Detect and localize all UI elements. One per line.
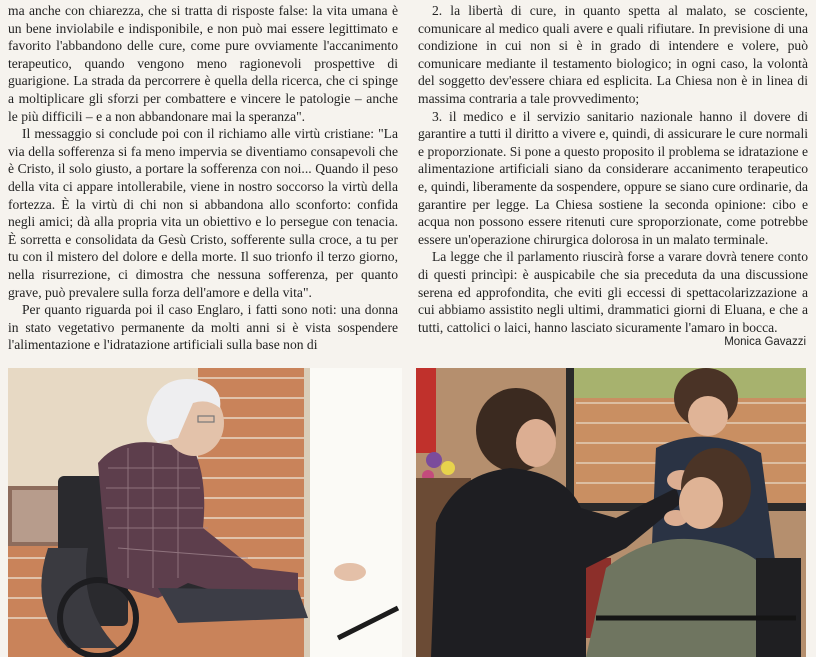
paragraph: 2. la libertà di cure, in quanto spetta al malato, se cosciente, comunicare al medico quali avere e quali rifiutare. In previsione di una condizione in cui non si è in grado di intendere e volere, può comunicare mediante il testamento biologico; in ogni caso, la volontà del soggetto dev'essere chiara ed esplicita. La Chiesa non è in linea di massima contraria a tale provvedimento; (418, 3, 808, 106)
paragraph: Per quanto riguarda poi il caso Englaro, i fatti sono noti: una donna in stato vegetativo permanente da molti anni si è vista sospendere l'alimentazione e l'idratazione artificiali sulla base non di (8, 302, 398, 353)
paragraph: La legge che il parlamento riuscirà forse a varare dovrà tenere conto di questi princìpi: è auspicabile che sia preceduta da una discussione serena ed approfondita, che eviti gli eccessi di spettacolarizzazione a cui abbiamo assistito negli ultimi, drammatici giorni di Eluana, e che a tutti, cattolici o laici, hanno lasciato sicuramente l'amaro in bocca. (418, 249, 808, 335)
article-column-left (8, 2, 398, 354)
photo-illustration (416, 368, 806, 657)
paragraph: Il messaggio si conclude poi con il richiamo alle virtù cristiane: "La via della sofferenza si fa meno impervia se diventiamo consapevoli che è Cristo, il solo giusto, a portare la sofferenza con noi... Quando il peso della vita ci appare intollerabile, viene in nostro soccorso la virtù della fortezza. È la virtù di chi non si abbandona allo sconforto: confida negli amici; dà alla propria vita un obiettivo e lo persegue con tenacia. È sorretta e consolidata da Gesù Cristo, sofferente sulla croce, a tu per tu con il mistero del dolore e della morte. Il suo trionfo il terzo giorno, nella risurrezione, ci dimostra che nessuna sofferenza, per quanto grave, può prevalere sulla forza dell'amore e della vita". (8, 126, 398, 300)
photo-illustration (8, 368, 402, 657)
photo-caregiver-with-patient (416, 368, 806, 657)
paragraph: 3. il medico e il servizio sanitario nazionale hanno il dovere di garantire a tutti il diritto a vivere e, quindi, di assicurare le cure normali e proporzionate. Si pone a questo proposito il problema se idratazione e alimentazione artificiali siano da considerare accanimento terapeutico e, quindi, liberamente da sospendere, oppure se siano cure ordinarie, da garantire per legge. La Chiesa sostiene la seconda opinione: cibo e acqua non possono essere ritenuti cure sproporzionate, come potrebbe essere un'operazione chirurgica dolorosa in un malato terminale. (418, 108, 808, 247)
photo-elderly-woman-wheelchair (8, 368, 402, 657)
article-column-right (418, 2, 808, 336)
author-signature: Monica Gavazzi (724, 336, 806, 348)
paragraph: ma anche con chiarezza, che si tratta di risposte false: la vita umana è un bene inviolabile e indisponibile, e non può mai essere legittimato e favorito l'abbandono delle cure, come pure ovviamente l'accanimento terapeutico, quando vengono meno ragionevoli prospettive di guarigione. La strada da percorrere è quella della ricerca, che ci spinge a moltiplicare gli sforzi per combattere e vincere le patologie – anche le più difficili – e a non abbandonare mai la speranza". (8, 3, 398, 124)
